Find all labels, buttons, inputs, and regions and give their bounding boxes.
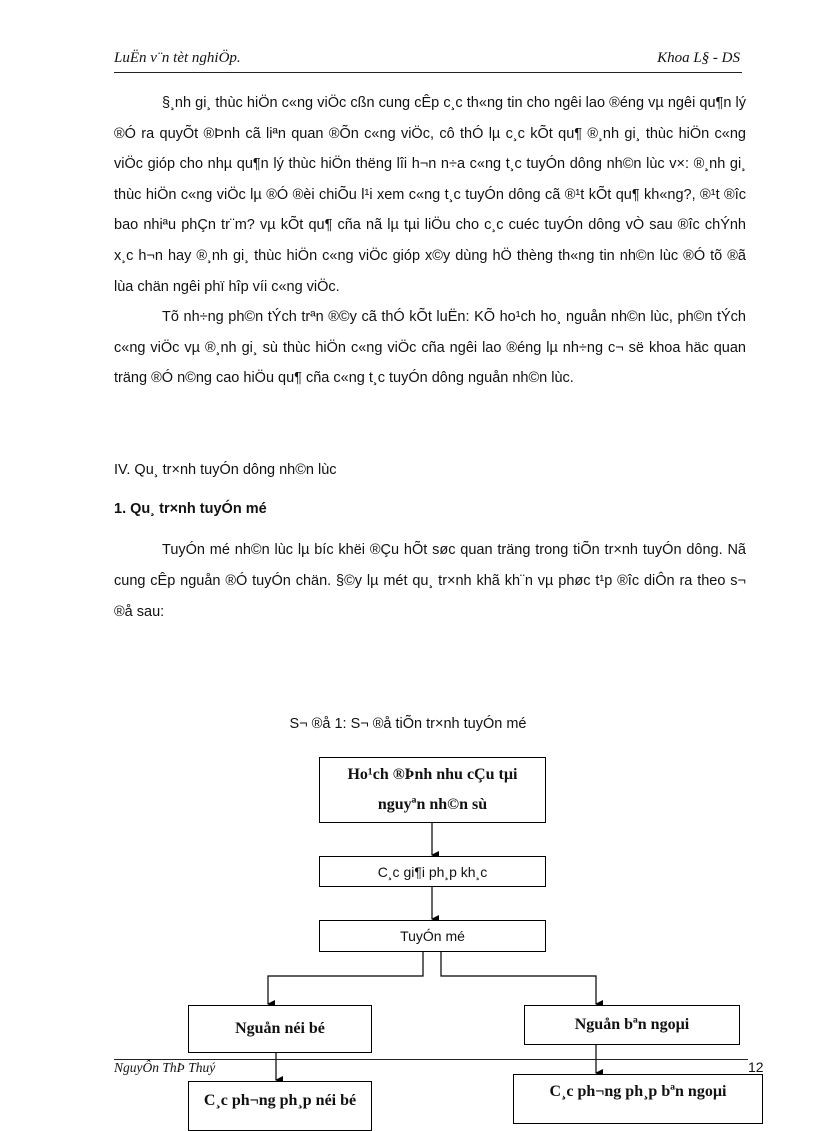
flow-box-alternatives: C¸c gi¶i ph¸p kh¸c [319,856,546,887]
subsection-heading-1: 1. Qu¸ tr×nh tuyÓn mé [114,501,267,517]
arrow-recruitment-to-external [441,952,596,1004]
header-title: LuËn v¨n tèt nghiÖp. [114,50,241,66]
arrow-recruitment-to-internal [268,952,423,1004]
figure-caption: S¬ ®å 1: S¬ ®å tiÕn tr×nh tuyÓn mé [289,716,527,732]
section-heading-iv: IV. Qu¸ tr×nh tuyÓn dông nh©n lùc [114,462,337,478]
flow-box-internal-source: Nguån néi bé [188,1005,372,1053]
flow-box-external-source: Nguån bªn ngoµi [524,1005,740,1045]
flow-box-external-methods: C¸c ph¬ng ph¸p bªn ngoµi [513,1074,763,1124]
header-faculty: Khoa L§ - DS [657,50,740,66]
flow-box-plan: Ho¹ch ®Þnh nhu cÇu tµi nguyªn nh©n sù [319,757,546,823]
footer-author: NguyÔn ThÞ Thuý [114,1060,216,1075]
flow-box-internal-methods: C¸c ph¬ng ph¸p néi bé [188,1081,372,1131]
paragraph-3: TuyÓn mé nh©n lùc lµ bíc khëi ®Çu hÕt søc quan träng trong tiÕn tr×nh tuyÓn dông. Nã cung cÊp nguån ®Ó tuyÓn chän. §©y lµ mét qu¸ tr×nh khã kh¨n vµ phøc t¹p ®îc diÔn ra theo s¬ ®å sau: [114,542,746,620]
paragraph-1: §¸nh gi¸ thùc hiÖn c«ng viÖc cßn cung cÊp c¸c th«ng tin cho ngêi lao ®éng vµ ngêi qu¶n lý ®Ó ra quyÕt ®Þnh cã liªn quan ®Õn c«ng viÖc, cô thÓ lµ c¸c kÕt qu¶ ®¸nh gi¸ thùc hiÖn c«ng viÖc gióp cho nhµ qu¶n lý thùc hiÖn thëng lîi h¬n n÷a c«ng t¸c tuyÓn dông nh©n lùc v×: ®¸nh gi¸ thùc hiÖn c«ng viÖc lµ ®Ó ®èi chiÕu l¹i xem c«ng t¸c tuyÓn dông cã ®¹t kÕt qu¶ kh«ng?, ®¹t ®îc bao nhiªu phÇn tr¨m? vµ kÕt qu¶ cña nã lµ tµi liÖu cho c¸c cuéc tuyÓn dông vÒ sau ®îc chÝnh x¸c h¬n hay ®¸nh gi¸ thùc hiÖn c«ng viÖc gióp x©y dùng hÖ thèng th«ng tin nh©n lùc ®Ó tõ ®ã lùa chän ngêi phï hîp víi c«ng viÖc. [114,95,746,295]
page-number: 12 [748,1059,764,1075]
paragraph-2: Tõ nh÷ng ph©n tÝch trªn ®©y cã thÓ kÕt luËn: KÕ ho¹ch ho¸ nguån nh©n lùc, ph©n tÝch c«ng viÖc vµ ®¸nh gi¸ sù thùc hiÖn c«ng viÖc cña ngêi lao ®éng lµ nh÷ng c¬ së khoa häc quan träng ®Ó n©ng cao hiÖu qu¶ cña c«ng t¸c tuyÓn dông nguån nh©n lùc. [114,309,746,387]
flow-box-recruitment: TuyÓn mé [319,920,546,952]
